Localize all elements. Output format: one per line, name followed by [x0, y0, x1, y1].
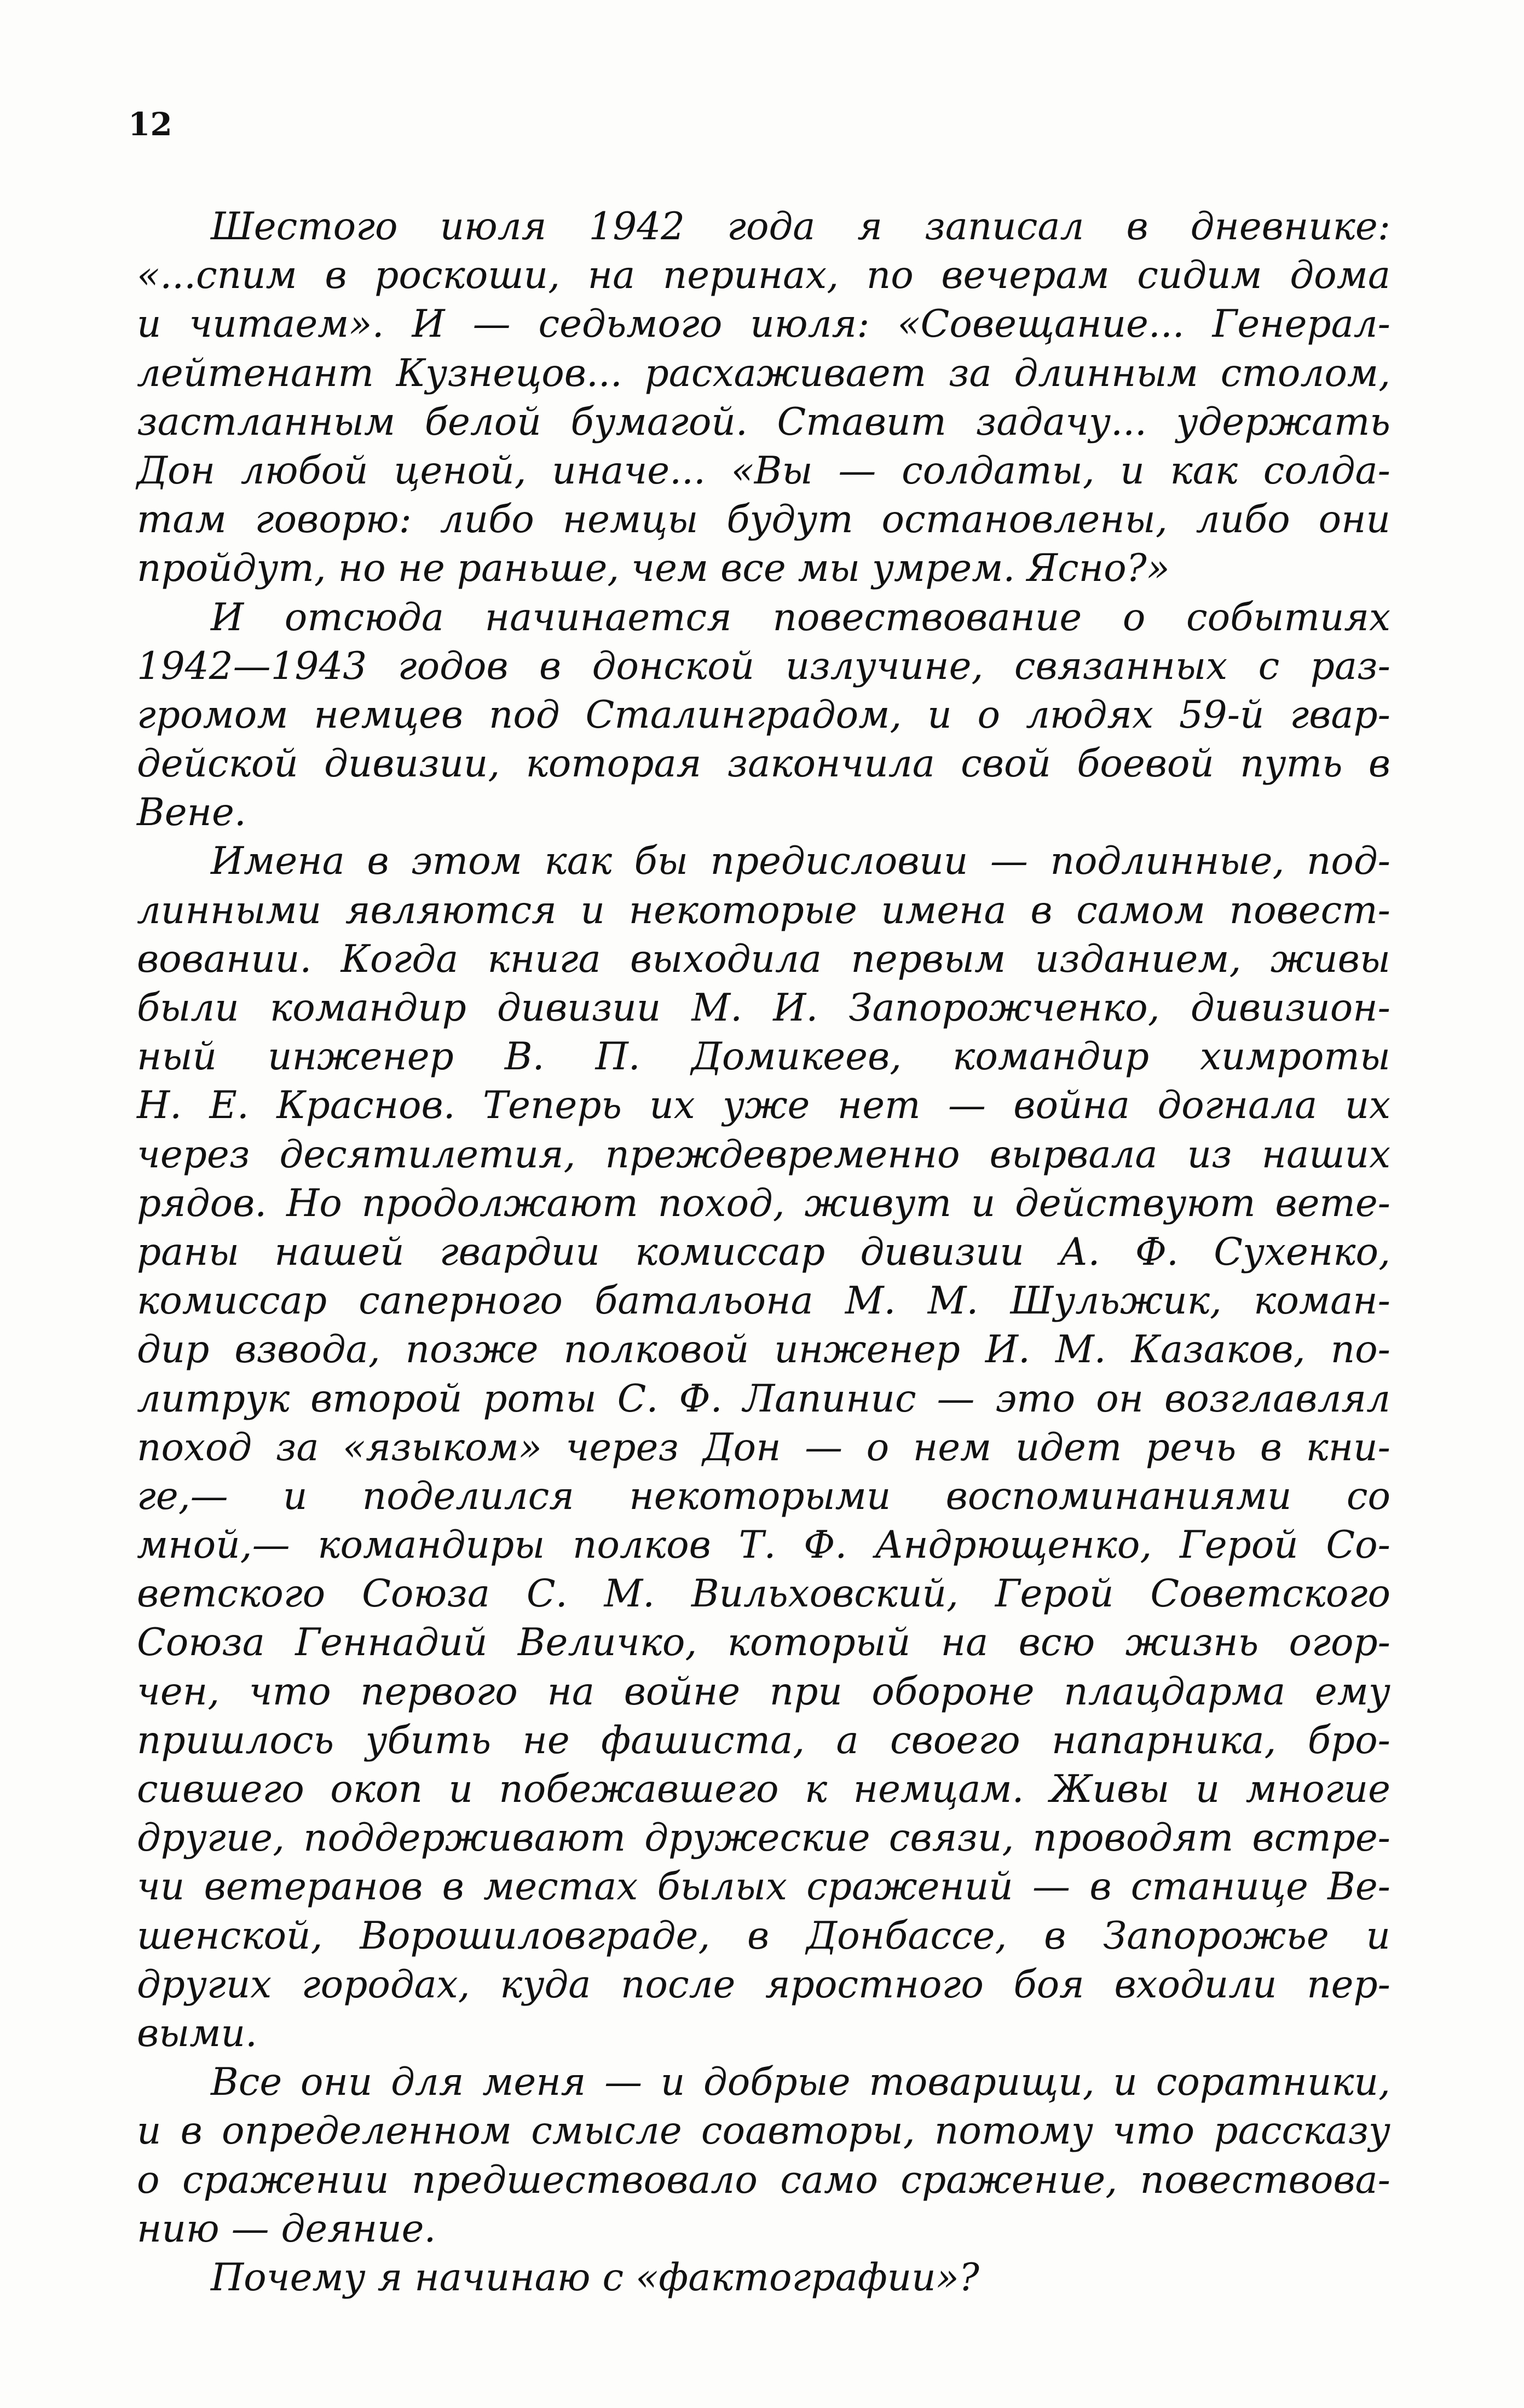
text-line: дир взвода, позже полковой инженер И. М. Казаков, по- [137, 1328, 1390, 1372]
text-line: дейской дивизии, которая закончила свой боевой путь в [137, 742, 1390, 786]
text-line: Н. Е. Краснов. Теперь их уже нет — война догнала их [137, 1084, 1390, 1128]
text-line: нию — деяние. [137, 2207, 436, 2251]
text-line: застланным белой бумагой. Ставит задачу... удержать [137, 400, 1390, 444]
text-line: 1942—1943 годов в донской излучине, связанных с раз- [137, 644, 1390, 688]
text-line: Имена в этом как бы предисловии — подлинные, под- [211, 839, 1390, 884]
text-line: «...спим в роскоши, на перинах, по вечерам сидим дома [137, 254, 1390, 298]
text-line: Все они для меня — и добрые товарищи, и соратники, [211, 2060, 1390, 2105]
text-line: и читаем». И — седьмого июля: «Совещание... Генерал- [137, 302, 1390, 347]
text-line: мной,— командиры полков Т. Ф. Андрющенко, Герой Со- [137, 1523, 1390, 1568]
text-line: другие, поддерживают дружеские связи, проводят встре- [137, 1816, 1390, 1860]
page-number: 12 [128, 106, 172, 143]
text-line: через десятилетия, преждевременно вырвала из наших [137, 1132, 1390, 1177]
text-line: линными являются и некоторые имена в самом повест- [137, 888, 1390, 932]
text-line: ге,— и поделился некоторыми воспоминаниями со [137, 1474, 1390, 1518]
text-line: громом немцев под Сталинградом, и о людях 59-й гвар- [137, 693, 1390, 737]
text-line: пройдут, но не раньше, чем все мы умрем. Ясно?» [137, 546, 1170, 591]
text-line: ный инженер В. П. Домикеев, командир химроты [137, 1035, 1390, 1079]
text-line: ветского Союза С. М. Вильховский, Герой Советского [137, 1572, 1390, 1616]
text-line: лейтенант Кузнецов... расхаживает за длинным столом, [137, 351, 1390, 395]
text-line: и в определенном смысле соавторы, потому что рассказу [137, 2109, 1390, 2153]
body-text [137, 203, 1390, 2302]
text-line: Дон любой ценой, иначе... «Вы — солдаты, и как солда- [137, 448, 1390, 493]
text-line: И отсюда начинается повествование о событиях [211, 595, 1390, 640]
text-line: раны нашей гвардии комиссар дивизии А. Ф. Сухенко, [137, 1230, 1390, 1274]
text-line: Союза Геннадий Величко, который на всю жизнь огор- [137, 1621, 1390, 1665]
text-line: других городах, куда после яростного боя входили пер- [137, 1962, 1390, 2007]
text-line: Шестого июля 1942 года я записал в дневнике: [211, 205, 1390, 249]
text-line: там говорю: либо немцы будут остановлены, либо они [137, 498, 1390, 542]
text-line: чи ветеранов в местах былых сражений — в станице Ве- [137, 1865, 1390, 1909]
text-line: рядов. Но продолжают поход, живут и действуют вете- [137, 1181, 1390, 1225]
text-line: вовании. Когда книга выходила первым изданием, живы [137, 937, 1390, 981]
text-line: Вене. [137, 791, 246, 835]
text-line: Почему я начинаю с «фактографии»? [211, 2255, 979, 2300]
text-line: шенской, Ворошиловграде, в Донбассе, в Запорожье и [137, 1914, 1390, 1958]
text-line: пришлось убить не фашиста, а своего напарника, бро- [137, 1718, 1390, 1762]
text-line: литрук второй роты С. Ф. Лапинис — это он возглавлял [137, 1376, 1390, 1421]
text-line: комиссар саперного батальона М. М. Шульжик, коман- [137, 1279, 1390, 1323]
text-line: выми. [137, 2011, 257, 2055]
text-line: сившего окоп и побежавшего к немцам. Живы и многие [137, 1767, 1390, 1811]
text-line: о сражении предшествовало само сражение, повествова- [137, 2158, 1390, 2202]
text-line: чен, что первого на войне при обороне плацдарма ему [137, 1669, 1390, 1714]
text-line: были командир дивизии М. И. Запорожченко, дивизион- [137, 986, 1390, 1030]
text-line: поход за «языком» через Дон — о нем идет речь в кни- [137, 1425, 1390, 1470]
